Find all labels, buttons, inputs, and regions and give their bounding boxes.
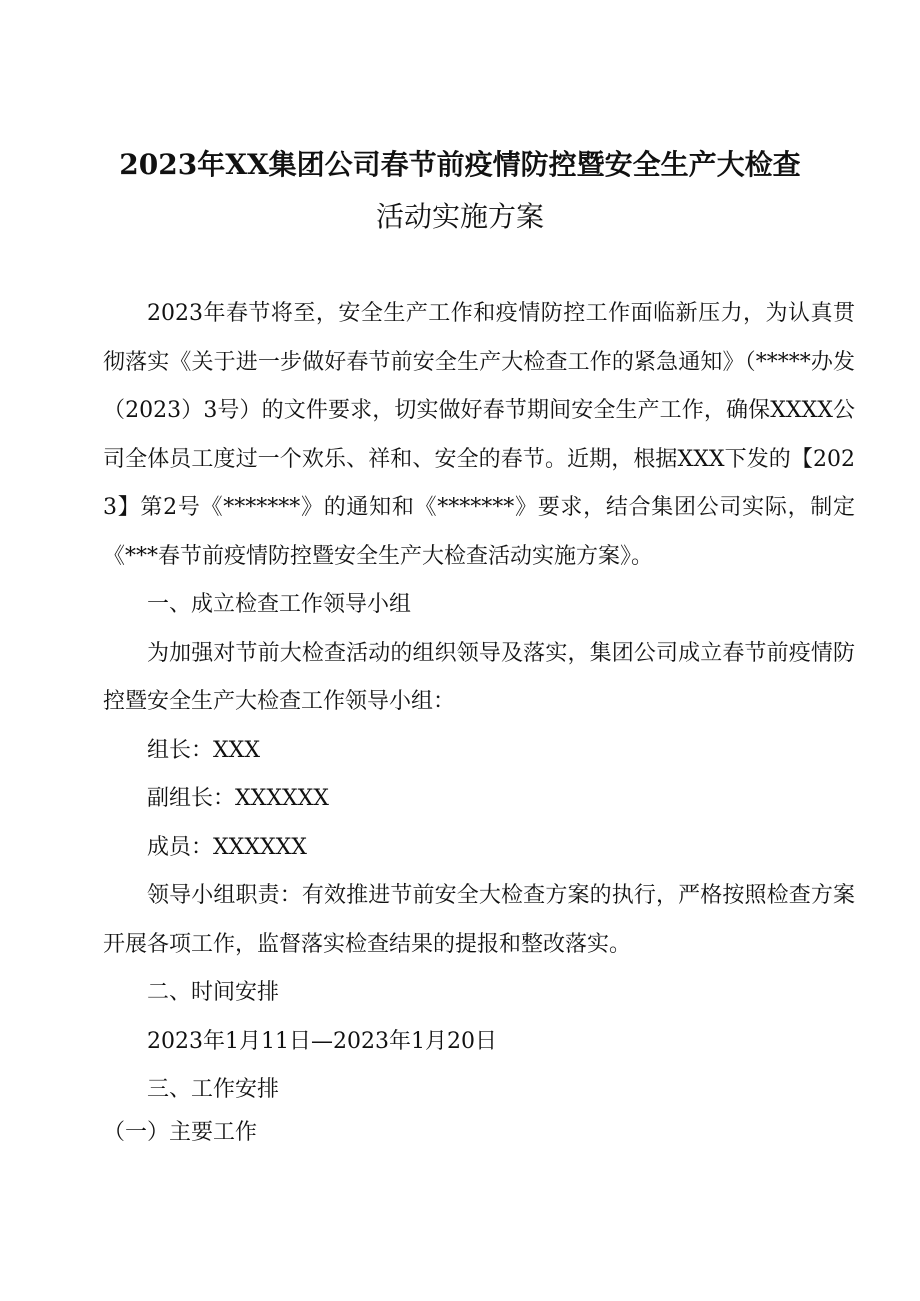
section-heading-1: 一、成立检查工作领导小组	[147, 592, 412, 617]
time-schedule: 2023年1月11日—2023年1月20日	[147, 1028, 497, 1054]
document-title-line-2: 活动实施方案	[375, 200, 544, 233]
team-duties-paragraph: 领导小组职责：有效推进节前安全大检查方案的执行，严格按照检查方案开展各项工作，监督落实检查结果的提报和整改落实。	[103, 883, 855, 957]
section-heading-2: 二、时间安排	[147, 980, 280, 1005]
section-heading-3: 三、工作安排	[147, 1077, 280, 1102]
document-body	[103, 290, 855, 1151]
leadership-paragraph: 为加强对节前大检查活动的组织领导及落实，集团公司成立春节前疫情防控暨安全生产大检查工作领导小组：	[103, 640, 855, 714]
team-members: 成员：XXXXXX	[147, 834, 307, 860]
team-leader: 组长：XXX	[147, 737, 260, 763]
document-title-line-1: 2023年XX集团公司春节前疫情防控暨安全生产大检查	[119, 148, 801, 181]
intro-paragraph: 2023年春节将至，安全生产工作和疫情防控工作面临新压力，为认真贯彻落实《关于进一步做好春节前安全生产大检查工作的紧急通知》（*****办发（2023）3号）的文件要求，切实做好春节期间安全生产工作，确保XXXX公司全体员工度过一个欢乐、祥和、安全的春节。近期，根据XXX下发的【2023】第2号《*******》的通知和《*******》要求，结合集团公司实际，制定《***春节前疫情防控暨安全生产大检查活动实施方案》。	[103, 301, 855, 569]
deputy-leader: 副组长：XXXXXX	[147, 786, 329, 811]
subsection-heading-1: （一）主要工作	[103, 1119, 258, 1145]
